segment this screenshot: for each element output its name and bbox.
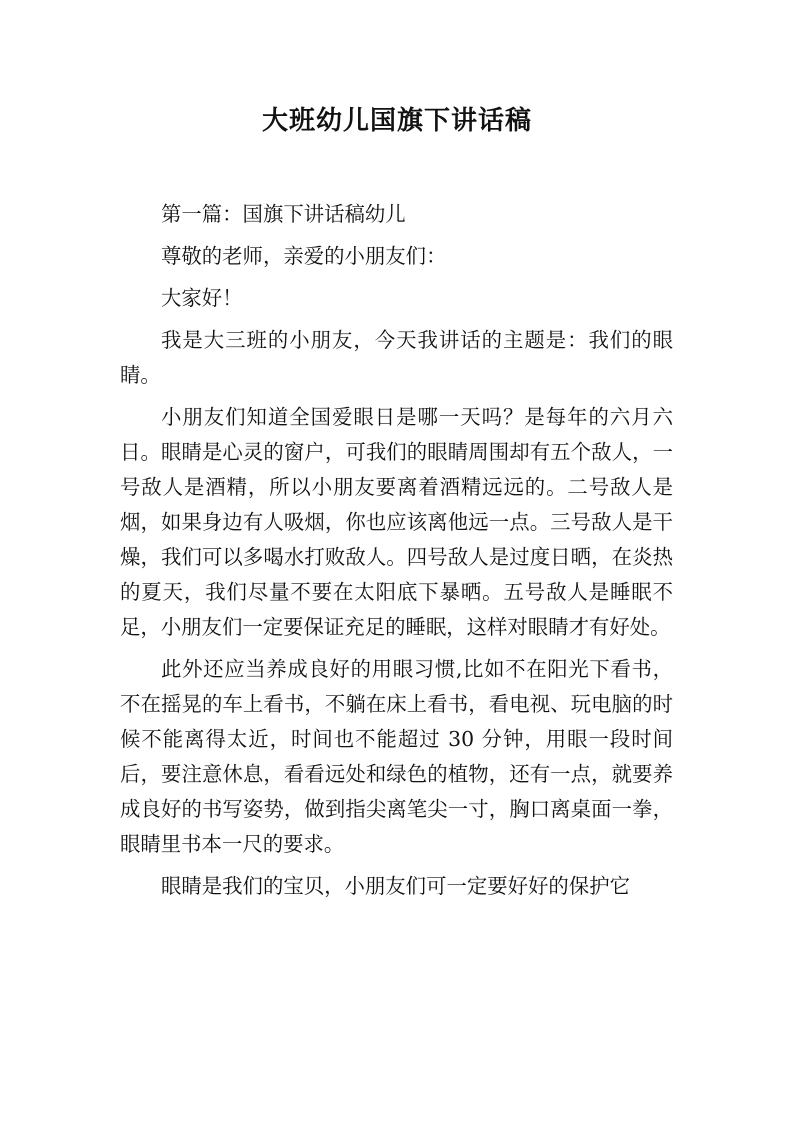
- document-body: [120, 197, 673, 911]
- paragraph: 我是大三班的小朋友，今天我讲话的主题是：我们的眼睛。: [120, 328, 673, 387]
- paragraph: 小朋友们知道全国爱眼日是哪一天吗？是每年的六月六日。眼睛是心灵的窗户，可我们的眼睛周围却有五个敌人，一号敌人是酒精，所以小朋友要离着酒精远远的。二号敌人是烟，如果身边有人吸烟，你也应该离他远一点。三号敌人是干燥，我们可以多喝水打败敌人。四号敌人是过度日晒，在炎热的夏天，我们尽量不要在太阳底下暴晒。五号敌人是睡眠不足，小朋友们一定要保证充足的睡眠，这样对眼睛才有好处。: [120, 405, 673, 639]
- paragraph: 此外还应当养成良好的用眼习惯,比如不在阳光下看书，不在摇晃的车上看书，不躺在床上看书，看电视、玩电脑的时候不能离得太近，时间也不能超过 30 分钟，用眼一段时间后，要注意休息，看看远处和绿色的植物，还有一点，就要养成良好的书写姿势，做到指尖离笔尖一寸，胸口离桌面一拳，眼睛里书本一尺的要求。: [120, 657, 673, 856]
- paragraph: 眼睛是我们的宝贝，小朋友们可一定要好好的保护它: [161, 874, 630, 898]
- document-title: 大班幼儿国旗下讲话稿: [261, 106, 532, 136]
- section-heading: 第一篇：国旗下讲话稿幼儿: [161, 202, 406, 226]
- salutation: 尊敬的老师，亲爱的小朋友们：: [161, 244, 447, 268]
- greeting: 大家好！: [161, 286, 243, 310]
